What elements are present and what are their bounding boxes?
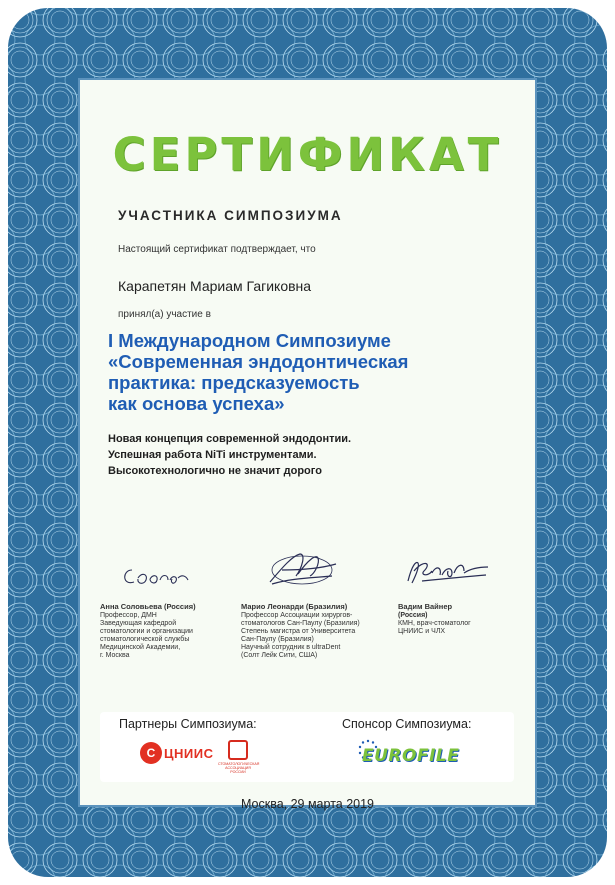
certificate-subtitle: УЧАСТНИКА СИМПОЗИУМА xyxy=(118,208,343,223)
cniis-logo-text: ЦНИИС xyxy=(164,745,214,761)
signature-vainer xyxy=(402,555,492,589)
event-topics xyxy=(108,431,508,479)
signatory-detail: стоматологической службы xyxy=(100,636,190,643)
signatory-name: Марио Леонарди (Бразилия) xyxy=(241,602,348,611)
cniis-mark-icon: С xyxy=(140,742,162,764)
event-title xyxy=(108,330,528,414)
signatory-detail: КМН, врач-стоматолог xyxy=(398,620,471,627)
event-line: практика: предсказуемость xyxy=(108,372,360,393)
signatory-solovyeva xyxy=(100,603,235,660)
cniis-logo xyxy=(140,742,220,764)
event-line: как основа успеха» xyxy=(108,393,285,414)
certificate-title: СЕРТИФИКАТ xyxy=(112,128,503,181)
signature-solovyeva xyxy=(118,560,193,590)
event-line: «Современная эндодонтическая xyxy=(108,351,409,372)
association-badge-icon xyxy=(228,740,248,760)
eurofile-logo: EUROFILE xyxy=(362,746,460,766)
signatory-detail: Заведующая кафедрой xyxy=(100,620,177,627)
signatory-leonardi xyxy=(241,603,391,660)
recipient-name: Карапетян Мариам Гагиковна xyxy=(118,278,312,294)
confirm-text: Настоящий сертификат подтверждает, что xyxy=(118,244,316,255)
signatory-detail: Научный сотрудник в ultraDent xyxy=(241,644,341,651)
place-and-date: Москва, 29 марта 2019 xyxy=(240,797,375,811)
signatory-detail: (Солт Лейк Сити, США) xyxy=(241,652,318,659)
signatory-detail: Сан-Паулу (Бразилия) xyxy=(241,636,314,643)
signatory-detail: Профессор Ассоциации хирургов- xyxy=(241,612,353,619)
signatory-detail: ЦНИИС и ЧЛХ xyxy=(398,628,446,635)
participation-text: принял(а) участие в xyxy=(118,309,211,320)
signatory-detail: стоматологии и организации xyxy=(100,628,193,635)
dental-association-logo xyxy=(218,740,258,780)
signatory-detail: Профессор, ДМН xyxy=(100,612,157,619)
topic-line: Новая концепция современной эндодонтии. xyxy=(108,433,352,445)
signatory-name: Анна Соловьева (Россия) xyxy=(100,602,196,611)
signatory-detail: стоматологов Сан-Паулу (Бразилия) xyxy=(241,620,360,627)
partners-label: Партнеры Симпозиума: xyxy=(119,717,257,731)
signatory-detail: (Россия) xyxy=(398,612,428,619)
signatory-vainer xyxy=(398,603,508,636)
sponsor-label: Спонсор Симпозиума: xyxy=(342,717,472,731)
topic-line: Успешная работа NiTi инструментами. xyxy=(108,449,317,461)
signatory-detail: Медицинской Академии, xyxy=(100,644,181,651)
signature-leonardi xyxy=(262,548,342,588)
topic-line: Высокотехнологично не значит дорого xyxy=(108,465,322,477)
signatory-detail: г. Москва xyxy=(100,652,130,659)
association-logo-text: СТОМАТОЛОГИЧЕСКАЯ АССОЦИАЦИЯ РОССИИ xyxy=(218,762,260,774)
signatory-detail: Степень магистра от Университета xyxy=(241,628,356,635)
signatory-name: Вадим Вайнер xyxy=(398,602,453,611)
event-line: I Международном Симпозиуме xyxy=(108,330,391,351)
